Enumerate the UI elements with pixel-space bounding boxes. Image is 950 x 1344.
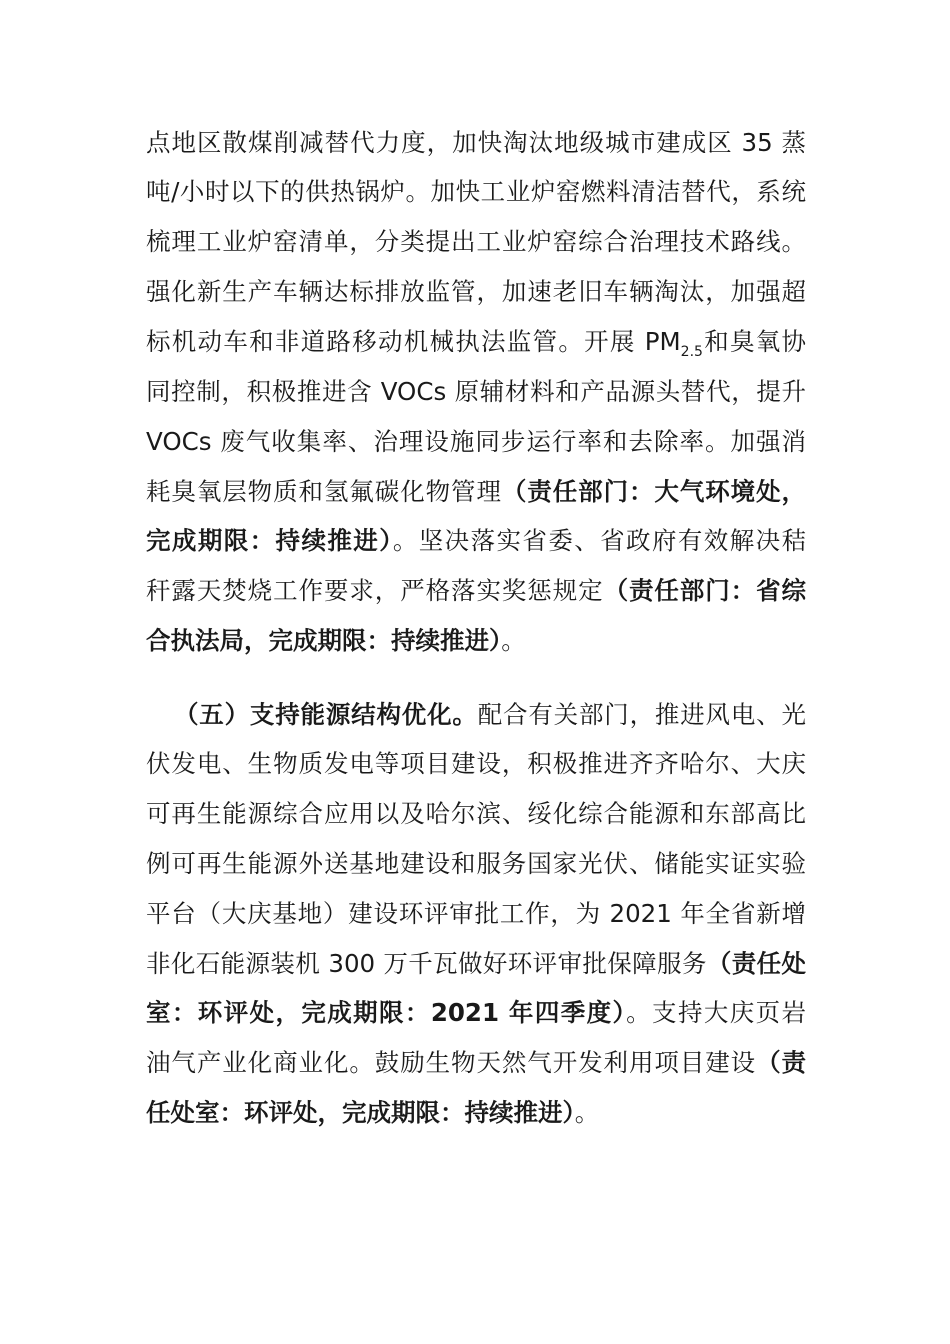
text-span: 。 <box>574 1098 600 1127</box>
text-span: 和臭氧协 <box>702 327 807 356</box>
paragraph1-line-7 <box>146 425 806 459</box>
paragraph2-line-7 <box>146 996 806 1030</box>
responsibility-note: （责任部门：大气环境处， <box>501 477 807 506</box>
text-span: 。 <box>501 626 526 655</box>
paragraph2-line-3 <box>146 797 806 831</box>
paragraph1-line-11 <box>146 624 806 658</box>
text-span: 平台（大庆基地）建设环评审批工作，为 2021 年全省新增 <box>146 899 806 928</box>
text-span: VOCs 废气收集率、治理设施同步运行率和去除率。加强消 <box>146 427 806 456</box>
responsibility-note: 室：环评处，完成期限：2021 年四季度） <box>146 998 627 1027</box>
text-span: 秆露天焚烧工作要求，严格落实奖惩规定 <box>146 576 604 605</box>
text-span: 同控制，积极推进含 VOCs 原辅材料和产品源头替代，提升 <box>146 377 806 406</box>
text-span: 。坚决落实省委、省政府有效解决秸 <box>392 526 807 555</box>
paragraph1-line-2 <box>146 175 806 209</box>
paragraph1-line-3 <box>146 225 806 259</box>
paragraph1-line-9 <box>146 524 806 558</box>
text-span: 油气产业化商业化。鼓励生物天然气开发利用项目建设 <box>146 1048 757 1077</box>
paragraph1-line-6 <box>146 375 806 409</box>
text-span: 例可再生能源外送基地建设和服务国家光伏、储能实证实验 <box>146 849 806 878</box>
text-span: 强化新生产车辆达标排放监管，加速老旧车辆淘汰，加强超 <box>146 277 806 306</box>
paragraph2-line-4 <box>146 847 806 881</box>
paragraph1-line-4 <box>146 275 806 309</box>
responsibility-note: （责任处 <box>706 949 807 978</box>
paragraph2-line-2 <box>146 747 806 781</box>
paragraph2-line-9 <box>146 1096 806 1130</box>
text-span: 耗臭氧层物质和氢氟碳化物管理 <box>146 477 502 506</box>
paragraph2-line-1 <box>174 698 806 732</box>
pm-subscript: 2.5 <box>680 344 703 360</box>
text-span: 伏发电、生物质发电等项目建设，积极推进齐齐哈尔、大庆 <box>146 749 806 778</box>
paragraph1-line-10 <box>146 574 806 608</box>
paragraph2-line-6 <box>146 947 806 981</box>
responsibility-note: （责任部门：省综 <box>603 576 807 605</box>
text-span: 可再生能源综合应用以及哈尔滨、绥化综合能源和东部高比 <box>146 799 806 828</box>
text-span: 吨/小时以下的供热锅炉。加快工业炉窑燃料清洁替代，系统 <box>146 177 806 206</box>
paragraph1-line-8 <box>146 475 806 509</box>
text-span: 梳理工业炉窑清单，分类提出工业炉窑综合治理技术路线。 <box>146 227 806 256</box>
responsibility-note: 合执法局，完成期限：持续推进） <box>146 626 502 655</box>
paragraph1-line-5 <box>146 325 806 359</box>
paragraph2-line-8 <box>146 1046 806 1080</box>
text-span: 非化石能源装机 300 万千瓦做好环评审批保障服务 <box>146 949 707 978</box>
paragraph2-line-5 <box>146 897 806 931</box>
text-span: 标机动车和非道路移动机械执法监管。开展 PM <box>146 327 681 356</box>
text-span: 配合有关部门，推进风电、光 <box>477 700 806 729</box>
section-heading: （五）支持能源结构优化。 <box>174 700 478 729</box>
text-span: 。支持大庆页岩 <box>626 998 807 1027</box>
responsibility-note: （责 <box>756 1048 806 1077</box>
responsibility-note: 任处室：环评处，完成期限：持续推进） <box>146 1098 575 1127</box>
paragraph1-line-1 <box>146 126 806 160</box>
text-span: 点地区散煤削减替代力度，加快淘汰地级城市建成区 35 蒸 <box>146 128 806 157</box>
responsibility-note: 完成期限：持续推进） <box>146 526 393 555</box>
